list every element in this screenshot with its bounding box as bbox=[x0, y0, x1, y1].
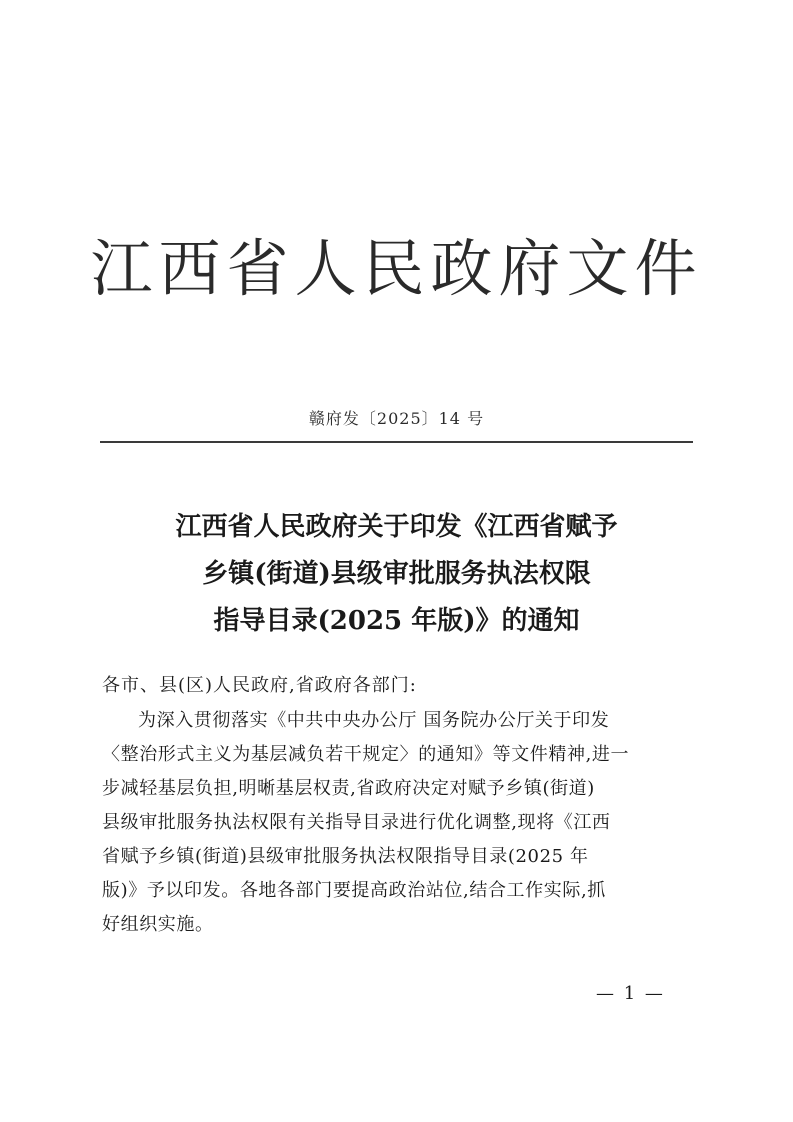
salutation: 各市、县(区)人民政府,省政府各部门: bbox=[102, 675, 417, 696]
body-line-2: 〈整治形式主义为基层减负若干规定〉的通知》等文件精神,进一 bbox=[102, 744, 630, 765]
notice-title bbox=[110, 504, 683, 645]
notice-title-line-2: 乡镇(街道)县级审批服务执法权限 bbox=[202, 559, 591, 589]
body-line-1: 为深入贯彻落实《中共中央办公厅 国务院办公厅关于印发 bbox=[138, 710, 610, 731]
body-paragraph bbox=[102, 704, 692, 942]
body-line-4: 县级审批服务执法权限有关指导目录进行优化调整,现将《江西 bbox=[102, 812, 611, 833]
notice-title-line-3: 指导目录(2025 年版)》的通知 bbox=[213, 606, 580, 636]
document-number: 赣府发〔2025〕14 号 bbox=[308, 409, 485, 428]
notice-title-line-1: 江西省人民政府关于印发《江西省赋予 bbox=[175, 512, 618, 542]
body-line-7: 好组织实施。 bbox=[102, 914, 214, 935]
body-line-6: 版)》予以印发。各地各部门要提高政治站位,结合工作实际,抓 bbox=[102, 880, 606, 901]
issuer-header-title: 江西省人民政府文件 bbox=[90, 232, 703, 305]
body-line-3: 步减轻基层负担,明晰基层权责,省政府决定对赋予乡镇(街道) bbox=[102, 778, 595, 799]
body-line-5: 省赋予乡镇(街道)县级审批服务执法权限指导目录(2025 年 bbox=[102, 846, 589, 867]
page-number: — 1 — bbox=[596, 983, 665, 1004]
header-divider bbox=[100, 441, 693, 443]
